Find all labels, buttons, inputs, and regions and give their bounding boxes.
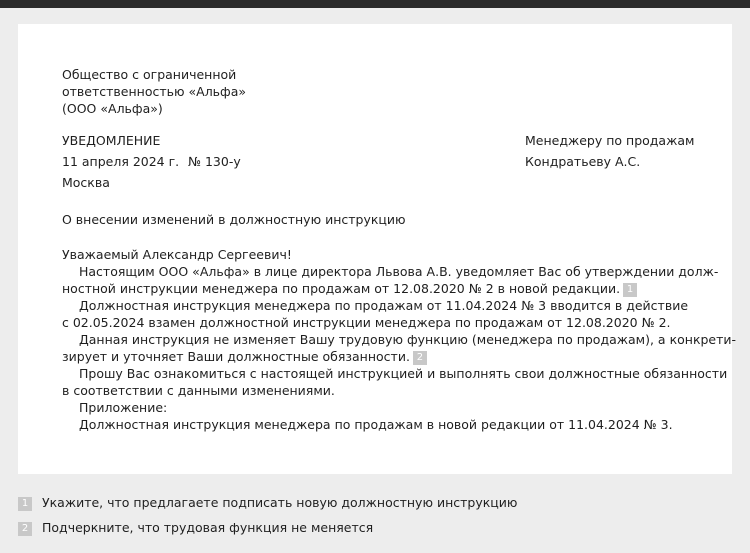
body-line: Прошу Вас ознакомиться с настоящей инструкцией и выполнять свои должностные обязанности (79, 366, 728, 381)
recipient-name: Кондратьеву А.С. (525, 154, 641, 169)
body-line-text: ностной инструкции менеджера по продажам от 12.08.2020 № 2 в новой редакции. (62, 281, 621, 296)
doc-number: № 130-у (188, 154, 241, 169)
footnote-text: Укажите, что предлагаете подписать новую должностную инструкцию (42, 495, 518, 510)
appendix-label: Приложение: (79, 400, 168, 415)
marker-badge: 1 (623, 283, 637, 297)
company-line: Общество с ограниченной (62, 67, 237, 82)
company-line: ответственностью «Альфа» (62, 84, 247, 99)
doc-date: 11 апреля 2024 г. (62, 154, 180, 169)
recipient-position: Менеджеру по продажам (525, 133, 695, 148)
footnote (18, 520, 373, 536)
body-line: Данная инструкция не изменяет Вашу трудовую функцию (менеджера по продажам), а конкрети- (79, 332, 737, 347)
body-line (62, 348, 427, 365)
body-line-text: зирует и уточняет Ваши должностные обязанности. (62, 349, 410, 364)
doc-subject: О внесении изменений в должностную инструкцию (62, 212, 406, 227)
company-name (62, 66, 246, 117)
document-page (18, 24, 737, 474)
body-line: в соответствии с данными изменениями. (62, 383, 335, 398)
company-line: (ООО «Альфа») (62, 101, 163, 116)
footnote-text: Подчеркните, что трудовая функция не меняется (42, 520, 374, 535)
body-line: Должностная инструкция менеджера по продажам от 11.04.2024 № 3 вводится в действие (79, 298, 689, 313)
appendix-item: Должностная инструкция менеджера по продажам в новой редакции от 11.04.2024 № 3. (79, 417, 673, 432)
greeting: Уважаемый Александр Сергеевич! (62, 247, 292, 262)
doc-city: Москва (62, 175, 110, 190)
footnote-marker: 2 (18, 522, 32, 536)
top-bar (0, 0, 750, 8)
body-line: Настоящим ООО «Альфа» в лице директора Львова А.В. уведомляет Вас об утверждении долж- (79, 264, 719, 279)
doc-type: УВЕДОМЛЕНИЕ (62, 133, 161, 148)
body-line (62, 280, 637, 297)
footnote-marker: 1 (18, 497, 32, 511)
footnote (18, 495, 517, 511)
body-line: с 02.05.2024 взамен должностной инструкции менеджера по продажам от 12.08.2020 № 2. (62, 315, 671, 330)
marker-badge: 2 (413, 351, 427, 365)
